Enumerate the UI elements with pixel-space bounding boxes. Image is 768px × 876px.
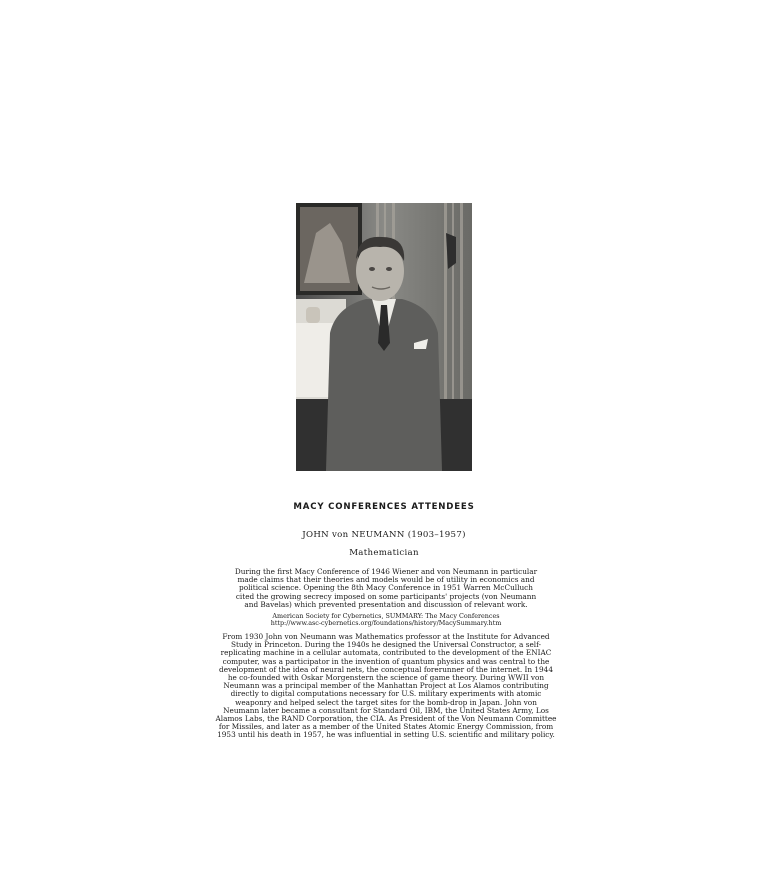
paragraph-line: weaponry and helped select the target sites for the bomb-drop in Japan. John von bbox=[235, 697, 537, 707]
paragraph-line: Neumann was a principal member of the Manhattan Project at Los Alamos contributing bbox=[223, 681, 549, 691]
paragraph-line: he co-founded with Oskar Morgenstern the science of game theory. During WWII von bbox=[227, 673, 545, 683]
paragraph-line: political science. Opening the 8th Macy Conference in 1951 Warren McCulluch bbox=[239, 583, 533, 593]
attendee-role: Mathematician bbox=[349, 548, 419, 558]
page-heading: MACY CONFERENCES ATTENDEES bbox=[293, 502, 475, 512]
portrait-photo-icon bbox=[296, 203, 472, 471]
paragraph-line: and Bavelas) which prevented presentation and discussion of relevant work. bbox=[244, 599, 528, 609]
paragraph-line: for Missiles, and later as a member of the United States Atomic Energy Commission, from bbox=[218, 722, 554, 732]
paragraph-line: made claims that their theories and models would be of utility in economics and bbox=[237, 575, 535, 585]
paragraph-line: Neumann later became a consultant for Standard Oil, IBM, the United States Army, Los bbox=[223, 705, 549, 715]
citation-url: http://www.asc-cybernetics.org/foundations/history/MacySummary.htm bbox=[270, 619, 502, 628]
paragraph-line: directly to digital computations necessary for U.S. military experiments with atomic bbox=[230, 689, 542, 699]
biography-paragraph bbox=[196, 633, 576, 740]
attendee-name: JOHN von NEUMANN (1903–1957) bbox=[302, 530, 466, 540]
paragraph-line: computer, was a participator in the invention of quantum physics and was central to the bbox=[222, 656, 550, 666]
paragraph-line: development of the idea of neural nets, the conceptual forerunner of the internet. In 1944 bbox=[219, 664, 553, 674]
paragraph-line: From 1930 John von Neumann was Mathematics professor at the Institute for Advanced bbox=[222, 632, 550, 641]
paragraph-line: replicating machine in a cellular automata, contributed to the development of the ENIAC bbox=[220, 648, 552, 658]
paragraph-line: 1953 until his death in 1957, he was influential in setting U.S. scientific and military policy. bbox=[217, 730, 555, 740]
paragraph-line: Study in Princeton. During the 1940s he designed the Universal Constructor, a self- bbox=[230, 640, 542, 650]
portrait-photo bbox=[296, 203, 472, 471]
conference-paragraph bbox=[216, 568, 556, 609]
paragraph-line: Alamos Labs, the RAND Corporation, the CIA. As President of the Von Neumann Committee bbox=[215, 714, 557, 724]
citation-title: American Society for Cybernetics, SUMMARY: The Macy Conferences bbox=[272, 612, 500, 620]
source-citation bbox=[216, 613, 556, 628]
paragraph-line: During the first Macy Conference of 1946 Wiener and von Neumann in particular bbox=[234, 567, 538, 576]
paragraph-line: cited the growing secrecy imposed on some participants' projects (von Neumann bbox=[235, 591, 537, 601]
